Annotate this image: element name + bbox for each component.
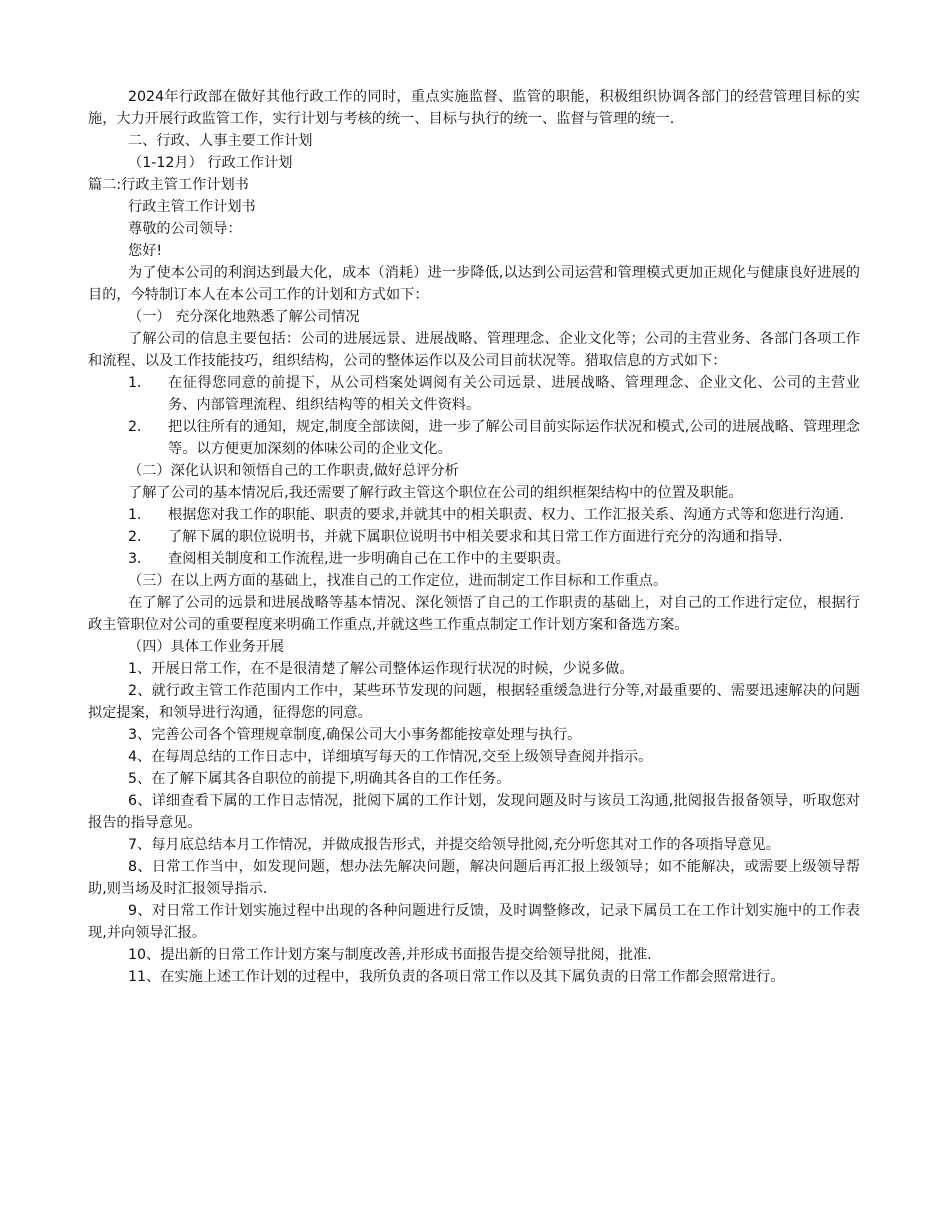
- list-item: [128, 504, 860, 526]
- list-item: [128, 416, 860, 460]
- plan-book-title: 行政主管工作计划书: [128, 199, 256, 215]
- work-item: 5、在了解下属其各自职位的前提下,明确其各自的工作任务。: [128, 771, 511, 787]
- work-item: 11、在实施上述工作计划的过程中，我所负责的各项日常工作以及其下属负责的日常工作都会照常进行。: [128, 969, 785, 985]
- section-heading-admin-hr-plan: 二、行政、人事主要工作计划: [128, 133, 313, 149]
- intro-paragraph: 2024年行政部在做好其他行政工作的同时，重点实施监督、监管的职能，积极组织协调各部门的经营管理目标的实施，大力开展行政监管工作，实行计划与考核的统一、目标与执行的统一、监督与管理的统一.: [88, 89, 860, 127]
- work-item: 3、完善公司各个管理规章制度,确保公司大小事务都能按章处理与执行。: [128, 727, 582, 743]
- greeting: 您好!: [128, 243, 163, 259]
- section-four-heading: （四）具体工作业务开展: [128, 639, 285, 655]
- list-item-number: 2．: [128, 419, 152, 435]
- list-item-number: 2．: [128, 529, 152, 545]
- list-item-number: 1．: [128, 507, 152, 523]
- list-item-text: 根据您对我工作的职能、职责的要求,并就其中的相关职责、权力、工作汇报关系、沟通方式等和您进行沟通.: [168, 507, 844, 523]
- info-scope-paragraph: 了解公司的信息主要包括：公司的进展远景、进展战略、管理理念、企业文化等；公司的主营业务、各部门各项工作和流程、以及工作技能技巧，组织结构，公司的整体运作以及公司目前状况等。猎取信息的方式如下：: [88, 331, 860, 369]
- list-item-number: 1．: [128, 375, 152, 391]
- document-page: [0, 86, 950, 988]
- work-item: 7、每月底总结本月工作情况，并做成报告形式，并提交给领导批阅,充分听您其对工作的各项指导意见。: [128, 837, 780, 853]
- plan-period-heading: （1-12月） 行政工作计划: [128, 155, 293, 171]
- work-item: 2、就行政主管工作范围内工作中，某些环节发现的问题，根据轻重缓急进行分等,对最重要的、需要迅速解决的问题拟定提案，和领导进行沟通，征得您的同意。: [88, 683, 860, 721]
- section-two-heading: （二）深化认识和领悟自己的工作职责,做好总评分析: [128, 463, 459, 479]
- list-item-text: 了解下属的职位说明书，并就下属职位说明书中相关要求和其日常工作方面进行充分的沟通和指导.: [168, 529, 783, 545]
- salutation: 尊敬的公司领导：: [128, 221, 242, 237]
- list-item: [128, 526, 860, 548]
- chapter-two-title: 篇二:行政主管工作计划书: [88, 177, 249, 193]
- section-one-heading: （一） 充分深化地熟悉了解公司情况: [128, 309, 360, 325]
- work-item: 1、开展日常工作，在不是很清楚了解公司整体运作现行状况的时候，少说多做。: [128, 661, 634, 677]
- list-item-text: 把以往所有的通知，规定,制度全部读阅，进一步了解公司目前实际运作状况和模式,公司的进展战略、管理理念等。以方便更加深刻的体味公司的企业文化。: [168, 419, 860, 457]
- work-item: 9、对日常工作计划实施过程中出现的各种问题进行反馈，及时调整修改，记录下属员工在工作计划实施中的工作表现,并向领导汇报。: [88, 903, 860, 941]
- list-item: [128, 372, 860, 416]
- role-understanding-paragraph: 了解了公司的基本情况后,我还需要了解行政主管这个职位在公司的组织框架结构中的位置及职能。: [128, 485, 743, 501]
- positioning-paragraph: 在了解了公司的远景和进展战略等基本情况、深化领悟了自己的工作职责的基础上，对自己的工作进行定位，根据行政主管职位对公司的重要程度来明确工作重点,并就这些工作重点制定工作计划方案和备选方案。: [88, 595, 860, 633]
- section-three-heading: （三）在以上两方面的基础上，找准自己的工作定位，进而制定工作目标和工作重点。: [128, 573, 668, 589]
- work-item: 4、在每周总结的工作日志中，详细填写每天的工作情况,交至上级领导查阅并指示。: [128, 749, 653, 765]
- work-item: 10、提出新的日常工作计划方案与制度改善,并形成书面报告提交给领导批阅，批准.: [128, 947, 652, 963]
- work-item: 6、详细查看下属的工作日志情况，批阅下属的工作计划，发现问题及时与该员工沟通,批阅报告报备领导，听取您对报告的指导意见。: [88, 793, 860, 831]
- list-item-text: 查阅相关制度和工作流程,进一步明确自己在工作中的主要职责。: [168, 551, 570, 567]
- list-item-text: 在征得您同意的前提下，从公司档案处调阅有关公司远景、进展战略、管理理念、企业文化、公司的主营业务、内部管理流程、组织结构等的相关文件资料。: [168, 375, 860, 413]
- work-item: 8、日常工作当中，如发现问题，想办法先解决问题，解决问题后再汇报上级领导；如不能解决，或需要上级领导帮助,则当场及时汇报领导指示.: [88, 859, 860, 897]
- list-item-number: 3．: [128, 551, 152, 567]
- list-item: [128, 548, 860, 570]
- purpose-paragraph: 为了使本公司的利润达到最大化，成本（消耗）进一步降低,以达到公司运营和管理模式更加正规化与健康良好进展的目的，今特制订本人在本公司工作的计划和方式如下：: [88, 265, 860, 303]
